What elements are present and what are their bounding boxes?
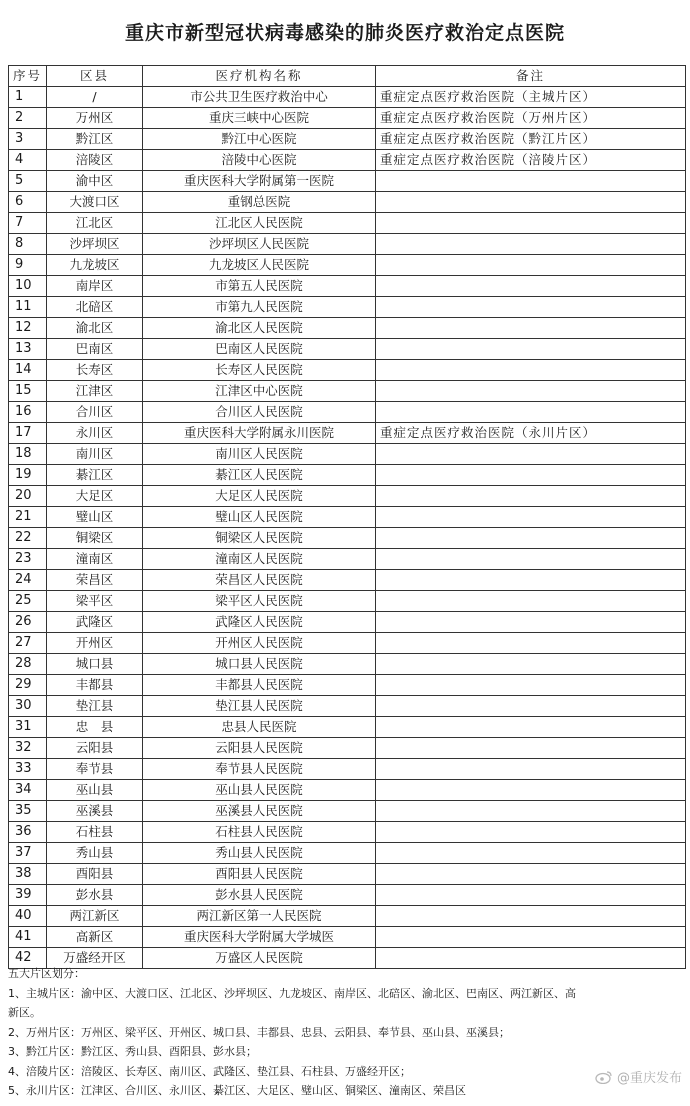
- row-district: 南岸区: [47, 276, 143, 297]
- row-index: 5: [9, 171, 47, 192]
- row-index: 41: [9, 927, 47, 948]
- row-index: 22: [9, 528, 47, 549]
- region-notes: [8, 964, 685, 1101]
- row-index: 25: [9, 591, 47, 612]
- table-row: [9, 843, 686, 864]
- row-remark: [376, 402, 686, 423]
- row-remark: [376, 528, 686, 549]
- row-district: 万州区: [47, 108, 143, 129]
- row-district: 涪陵区: [47, 150, 143, 171]
- row-remark: [376, 843, 686, 864]
- table-row: [9, 570, 686, 591]
- table-row: [9, 759, 686, 780]
- row-remark: [376, 234, 686, 255]
- row-index: 13: [9, 339, 47, 360]
- row-district: 忠 县: [47, 717, 143, 738]
- row-index: 27: [9, 633, 47, 654]
- row-hospital: 璧山区人民医院: [143, 507, 376, 528]
- row-hospital: 南川区人民医院: [143, 444, 376, 465]
- row-remark: [376, 507, 686, 528]
- row-district: 石柱县: [47, 822, 143, 843]
- row-remark: [376, 171, 686, 192]
- row-index: 35: [9, 801, 47, 822]
- row-district: 铜梁区: [47, 528, 143, 549]
- table-row: [9, 528, 686, 549]
- watermark-text: @重庆发布: [616, 1071, 682, 1086]
- row-remark: [376, 759, 686, 780]
- table-row: [9, 213, 686, 234]
- row-remark: [376, 360, 686, 381]
- row-district: 渝北区: [47, 318, 143, 339]
- row-district: 秀山县: [47, 843, 143, 864]
- row-hospital: 重钢总医院: [143, 192, 376, 213]
- table-row: [9, 801, 686, 822]
- table-row: [9, 171, 686, 192]
- row-hospital: 石柱县人民医院: [143, 822, 376, 843]
- row-index: 34: [9, 780, 47, 801]
- row-index: 20: [9, 486, 47, 507]
- row-district: 城口县: [47, 654, 143, 675]
- table-row: [9, 339, 686, 360]
- table-row: [9, 465, 686, 486]
- row-remark: [376, 822, 686, 843]
- notes-line: 3、黔江片区：黔江区、秀山县、酉阳县、彭水县；: [8, 1045, 257, 1058]
- row-hospital: 丰都县人民医院: [143, 675, 376, 696]
- header-hospital: 医疗机构名称: [143, 66, 376, 87]
- row-hospital: 市第九人民医院: [143, 297, 376, 318]
- row-remark: [376, 654, 686, 675]
- row-district: 江北区: [47, 213, 143, 234]
- table-row: [9, 591, 686, 612]
- table-row: [9, 192, 686, 213]
- row-remark: 重症定点医疗救治医院（主城片区）: [376, 87, 686, 108]
- table-row: [9, 696, 686, 717]
- row-district: 江津区: [47, 381, 143, 402]
- row-hospital: 重庆医科大学附属大学城医: [143, 927, 376, 948]
- table-row: [9, 381, 686, 402]
- row-hospital: 铜梁区人民医院: [143, 528, 376, 549]
- row-hospital: 武隆区人民医院: [143, 612, 376, 633]
- row-district: 九龙坡区: [47, 255, 143, 276]
- table-header-row: [9, 66, 686, 87]
- row-hospital: 江北区人民医院: [143, 213, 376, 234]
- weibo-icon: [595, 1070, 613, 1084]
- table-row: [9, 927, 686, 948]
- table-row: [9, 612, 686, 633]
- row-remark: [376, 864, 686, 885]
- row-remark: [376, 549, 686, 570]
- table-row: [9, 108, 686, 129]
- row-index: 8: [9, 234, 47, 255]
- header-district: 区县: [47, 66, 143, 87]
- row-remark: [376, 192, 686, 213]
- row-index: 36: [9, 822, 47, 843]
- row-index: 33: [9, 759, 47, 780]
- row-district: 垫江县: [47, 696, 143, 717]
- row-district: 璧山区: [47, 507, 143, 528]
- row-district: 万盛经开区: [47, 948, 143, 969]
- row-remark: [376, 318, 686, 339]
- row-district: 合川区: [47, 402, 143, 423]
- row-remark: [376, 486, 686, 507]
- row-hospital: 巴南区人民医院: [143, 339, 376, 360]
- row-district: 大渡口区: [47, 192, 143, 213]
- table-row: [9, 906, 686, 927]
- notes-line: 4、涪陵片区：涪陵区、长寿区、南川区、武隆区、垫江县、石柱县、万盛经开区；: [8, 1064, 411, 1078]
- notes-line: 2、万州片区：万州区、梁平区、开州区、城口县、丰都县、忠县、云阳县、奉节县、巫山县、巫溪县；: [8, 1025, 510, 1039]
- row-district: 北碚区: [47, 297, 143, 318]
- table-row: [9, 507, 686, 528]
- row-hospital: 秀山县人民医院: [143, 843, 376, 864]
- table-body: [9, 87, 686, 969]
- row-hospital: 两江新区第一人民医院: [143, 906, 376, 927]
- row-hospital: 巫山县人民医院: [143, 780, 376, 801]
- row-remark: [376, 717, 686, 738]
- row-remark: [376, 885, 686, 906]
- table-row: [9, 150, 686, 171]
- row-index: 18: [9, 444, 47, 465]
- row-hospital: 潼南区人民医院: [143, 549, 376, 570]
- table-row: [9, 675, 686, 696]
- row-index: 23: [9, 549, 47, 570]
- watermark: [595, 1067, 682, 1086]
- row-district: 彭水县: [47, 885, 143, 906]
- row-remark: [376, 255, 686, 276]
- row-index: 3: [9, 129, 47, 150]
- row-district: 永川区: [47, 423, 143, 444]
- row-remark: [376, 465, 686, 486]
- row-remark: [376, 591, 686, 612]
- row-remark: [376, 570, 686, 591]
- row-remark: [376, 339, 686, 360]
- row-remark: [376, 738, 686, 759]
- row-remark: [376, 213, 686, 234]
- row-district: 巴南区: [47, 339, 143, 360]
- row-district: /: [47, 87, 143, 108]
- row-district: 开州区: [47, 633, 143, 654]
- row-district: 两江新区: [47, 906, 143, 927]
- row-hospital: 涪陵中心医院: [143, 150, 376, 171]
- row-index: 28: [9, 654, 47, 675]
- row-remark: [376, 780, 686, 801]
- row-remark: [376, 675, 686, 696]
- row-index: 1: [9, 87, 47, 108]
- row-remark: [376, 927, 686, 948]
- row-hospital: 城口县人民医院: [143, 654, 376, 675]
- table-row: [9, 486, 686, 507]
- row-hospital: 重庆三峡中心医院: [143, 108, 376, 129]
- row-index: 39: [9, 885, 47, 906]
- row-index: 10: [9, 276, 47, 297]
- row-index: 7: [9, 213, 47, 234]
- row-remark: [376, 381, 686, 402]
- row-district: 荣昌区: [47, 570, 143, 591]
- table-row: [9, 864, 686, 885]
- row-hospital: 梁平区人民医院: [143, 591, 376, 612]
- row-district: 奉节县: [47, 759, 143, 780]
- row-hospital: 合川区人民医院: [143, 402, 376, 423]
- table-row: [9, 234, 686, 255]
- row-district: 渝中区: [47, 171, 143, 192]
- row-remark: 重症定点医疗救治医院（万州片区）: [376, 108, 686, 129]
- table-row: [9, 255, 686, 276]
- row-hospital: 巫溪县人民医院: [143, 801, 376, 822]
- row-hospital: 綦江区人民医院: [143, 465, 376, 486]
- notes-line: 1、主城片区：渝中区、大渡口区、江北区、沙坪坝区、九龙坡区、南岸区、北碚区、渝北区、巴南区、两江新区、高: [8, 986, 576, 1000]
- row-district: 武隆区: [47, 612, 143, 633]
- row-hospital: 大足区人民医院: [143, 486, 376, 507]
- table-row: [9, 654, 686, 675]
- row-index: 17: [9, 423, 47, 444]
- row-district: 酉阳县: [47, 864, 143, 885]
- row-index: 2: [9, 108, 47, 129]
- row-district: 黔江区: [47, 129, 143, 150]
- row-hospital: 万盛区人民医院: [143, 948, 376, 969]
- row-hospital: 江津区中心医院: [143, 381, 376, 402]
- row-remark: 重症定点医疗救治医院（永川片区）: [376, 423, 686, 444]
- row-index: 14: [9, 360, 47, 381]
- row-remark: [376, 633, 686, 654]
- notes-heading: 五大片区划分：: [8, 967, 85, 980]
- row-index: 38: [9, 864, 47, 885]
- table-row: [9, 297, 686, 318]
- table-row: [9, 885, 686, 906]
- row-district: 长寿区: [47, 360, 143, 381]
- table-row: [9, 402, 686, 423]
- row-hospital: 垫江县人民医院: [143, 696, 376, 717]
- row-hospital: 黔江中心医院: [143, 129, 376, 150]
- row-remark: [376, 444, 686, 465]
- row-district: 丰都县: [47, 675, 143, 696]
- row-index: 26: [9, 612, 47, 633]
- row-district: 云阳县: [47, 738, 143, 759]
- row-index: 15: [9, 381, 47, 402]
- row-index: 40: [9, 906, 47, 927]
- table-row: [9, 87, 686, 108]
- page-title: 重庆市新型冠状病毒感染的肺炎医疗救治定点医院: [124, 22, 565, 44]
- row-district: 巫山县: [47, 780, 143, 801]
- header-remark: 备注: [376, 66, 686, 87]
- row-index: 32: [9, 738, 47, 759]
- row-hospital: 市公共卫生医疗救治中心: [143, 87, 376, 108]
- row-hospital: 重庆医科大学附属第一医院: [143, 171, 376, 192]
- table-row: [9, 549, 686, 570]
- row-district: 南川区: [47, 444, 143, 465]
- row-index: 29: [9, 675, 47, 696]
- row-remark: 重症定点医疗救治医院（涪陵片区）: [376, 150, 686, 171]
- row-index: 42: [9, 948, 47, 969]
- table-row: [9, 633, 686, 654]
- row-hospital: 云阳县人民医院: [143, 738, 376, 759]
- row-remark: [376, 696, 686, 717]
- row-hospital: 忠县人民医院: [143, 717, 376, 738]
- row-hospital: 荣昌区人民医院: [143, 570, 376, 591]
- row-index: 21: [9, 507, 47, 528]
- row-hospital: 重庆医科大学附属永川医院: [143, 423, 376, 444]
- row-index: 37: [9, 843, 47, 864]
- row-district: 沙坪坝区: [47, 234, 143, 255]
- table-row: [9, 738, 686, 759]
- row-hospital: 市第五人民医院: [143, 276, 376, 297]
- row-hospital: 奉节县人民医院: [143, 759, 376, 780]
- row-hospital: 开州区人民医院: [143, 633, 376, 654]
- row-remark: [376, 276, 686, 297]
- row-hospital: 酉阳县人民医院: [143, 864, 376, 885]
- row-index: 19: [9, 465, 47, 486]
- table-row: [9, 423, 686, 444]
- row-remark: [376, 906, 686, 927]
- row-index: 16: [9, 402, 47, 423]
- table-row: [9, 822, 686, 843]
- table-row: [9, 780, 686, 801]
- row-district: 梁平区: [47, 591, 143, 612]
- row-hospital: 九龙坡区人民医院: [143, 255, 376, 276]
- row-district: 高新区: [47, 927, 143, 948]
- header-index: 序号: [9, 66, 47, 87]
- table-row: [9, 129, 686, 150]
- row-index: 4: [9, 150, 47, 171]
- row-district: 綦江区: [47, 465, 143, 486]
- row-district: 潼南区: [47, 549, 143, 570]
- row-index: 9: [9, 255, 47, 276]
- row-index: 30: [9, 696, 47, 717]
- row-hospital: 沙坪坝区人民医院: [143, 234, 376, 255]
- row-remark: [376, 801, 686, 822]
- notes-line: 5、永川片区：江津区、合川区、永川区、綦江区、大足区、璧山区、铜梁区、潼南区、荣昌区: [8, 1084, 466, 1097]
- table-row: [9, 717, 686, 738]
- row-hospital: 彭水县人民医院: [143, 885, 376, 906]
- table-row: [9, 444, 686, 465]
- row-district: 大足区: [47, 486, 143, 507]
- table-row: [9, 276, 686, 297]
- row-index: 31: [9, 717, 47, 738]
- row-remark: 重症定点医疗救治医院（黔江片区）: [376, 129, 686, 150]
- row-remark: [376, 297, 686, 318]
- row-remark: [376, 612, 686, 633]
- row-index: 11: [9, 297, 47, 318]
- row-district: 巫溪县: [47, 801, 143, 822]
- notes-line: 新区。: [8, 1006, 41, 1019]
- row-index: 24: [9, 570, 47, 591]
- row-hospital: 长寿区人民医院: [143, 360, 376, 381]
- table-row: [9, 318, 686, 339]
- row-index: 12: [9, 318, 47, 339]
- row-hospital: 渝北区人民医院: [143, 318, 376, 339]
- hospital-table: [8, 65, 686, 969]
- table-row: [9, 360, 686, 381]
- row-index: 6: [9, 192, 47, 213]
